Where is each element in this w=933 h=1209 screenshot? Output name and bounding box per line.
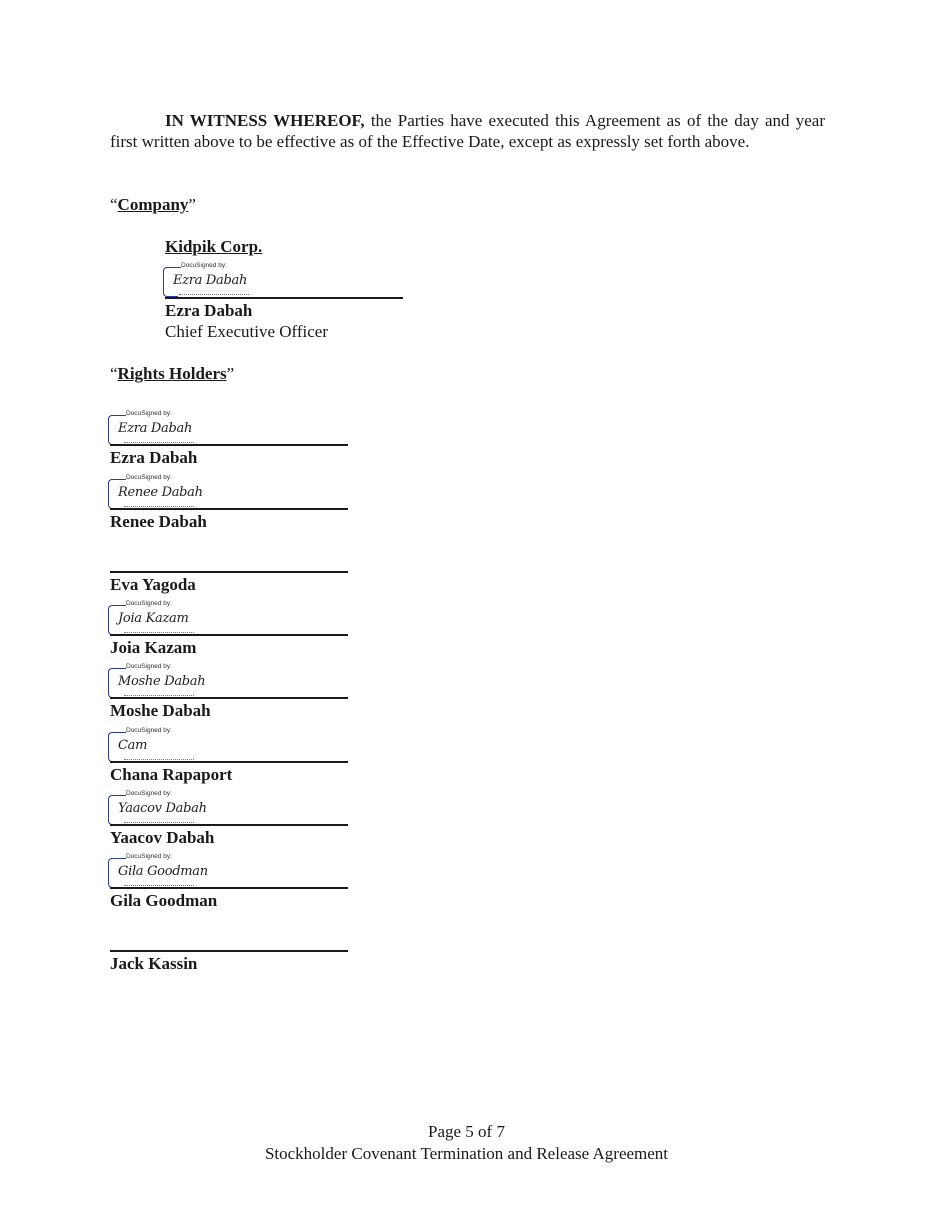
rights-holder-docusign-stamp: [108, 600, 268, 634]
rights-holder-name: Jack Kassin: [110, 954, 198, 973]
docusign-header: DocuSigned by:: [181, 262, 227, 269]
rights-holder-signature-line: [110, 697, 348, 699]
rights-holder-docusign-stamp: [108, 727, 268, 761]
rights-holder-signature: Gila Goodman: [118, 864, 208, 879]
rights-holder-signature-line: [110, 887, 348, 889]
rights-holder-name: Moshe Dabah: [110, 701, 211, 720]
company-docusign-stamp: [163, 262, 333, 296]
docusign-header: DocuSigned by:: [126, 663, 172, 670]
rights-holder-signature: Cam: [118, 738, 148, 753]
rights-holder-signature: Yaacov Dabah: [118, 801, 207, 816]
company-signature-line: [165, 297, 403, 299]
rights-holder-name: Joia Kazam: [110, 638, 197, 657]
rights-holder-name: Renee Dabah: [110, 512, 207, 531]
rights-holder-signature-line: [110, 444, 348, 446]
rights-holder-docusign-stamp: [108, 474, 268, 508]
rights-holder-name: Chana Rapaport: [110, 765, 233, 784]
docusign-header: DocuSigned by:: [126, 790, 172, 797]
docusign-header: DocuSigned by:: [126, 600, 172, 607]
rights-holder-name: Ezra Dabah: [110, 448, 198, 467]
witness-paragraph: [110, 110, 825, 152]
rights-holder-signature-line: [110, 634, 348, 636]
company-signature: Ezra Dabah: [173, 273, 248, 288]
company-signer-name: Ezra Dabah: [165, 301, 253, 320]
rights-holder-signature: Joia Kazam: [118, 611, 189, 626]
rights-holder-docusign-stamp: [108, 853, 268, 887]
docusign-header: DocuSigned by:: [126, 410, 172, 417]
page-number: Page 5 of 7: [428, 1122, 505, 1141]
rights-holder-name: Eva Yagoda: [110, 575, 196, 594]
company-name: Kidpik Corp.: [165, 237, 263, 256]
rights-holder-docusign-stamp: [108, 790, 268, 824]
rights-holders-label: Rights Holders: [117, 364, 227, 383]
rights-holder-signature-line: [110, 761, 348, 763]
rights-holder-name: Yaacov Dabah: [110, 828, 215, 847]
rights-holder-signature-line: [110, 508, 348, 510]
rights-holder-signature: Renee Dabah: [118, 485, 203, 500]
rights-holder-signature: Ezra Dabah: [118, 421, 193, 436]
company-label: Company: [117, 195, 189, 214]
rights-holder-name: Gila Goodman: [110, 891, 218, 910]
rights-holder-signature-line: [110, 824, 348, 826]
company-signer-title: Chief Executive Officer: [165, 322, 329, 341]
witness-lead: IN WITNESS WHEREOF,: [165, 111, 365, 130]
rights-holder-signature-line: [110, 950, 348, 952]
rights-holder-docusign-stamp: [108, 410, 268, 444]
witness-body: the Parties have executed this Agreement as of the day and year first written above to be effective as of the Effective Date, except as expressly set forth above.: [110, 111, 825, 151]
rights-holder-signature-line: [110, 571, 348, 573]
rights-holder-signature: Moshe Dabah: [118, 674, 206, 689]
rights-holder-docusign-stamp: [108, 663, 268, 697]
docusign-header: DocuSigned by:: [126, 853, 172, 860]
document-title-footer: Stockholder Covenant Termination and Release Agreement: [264, 1144, 669, 1163]
docusign-header: DocuSigned by:: [126, 727, 172, 734]
company-heading: “Company”: [110, 195, 196, 214]
docusign-header: DocuSigned by:: [126, 474, 172, 481]
rights-holders-heading: “Rights Holders”: [110, 364, 235, 383]
